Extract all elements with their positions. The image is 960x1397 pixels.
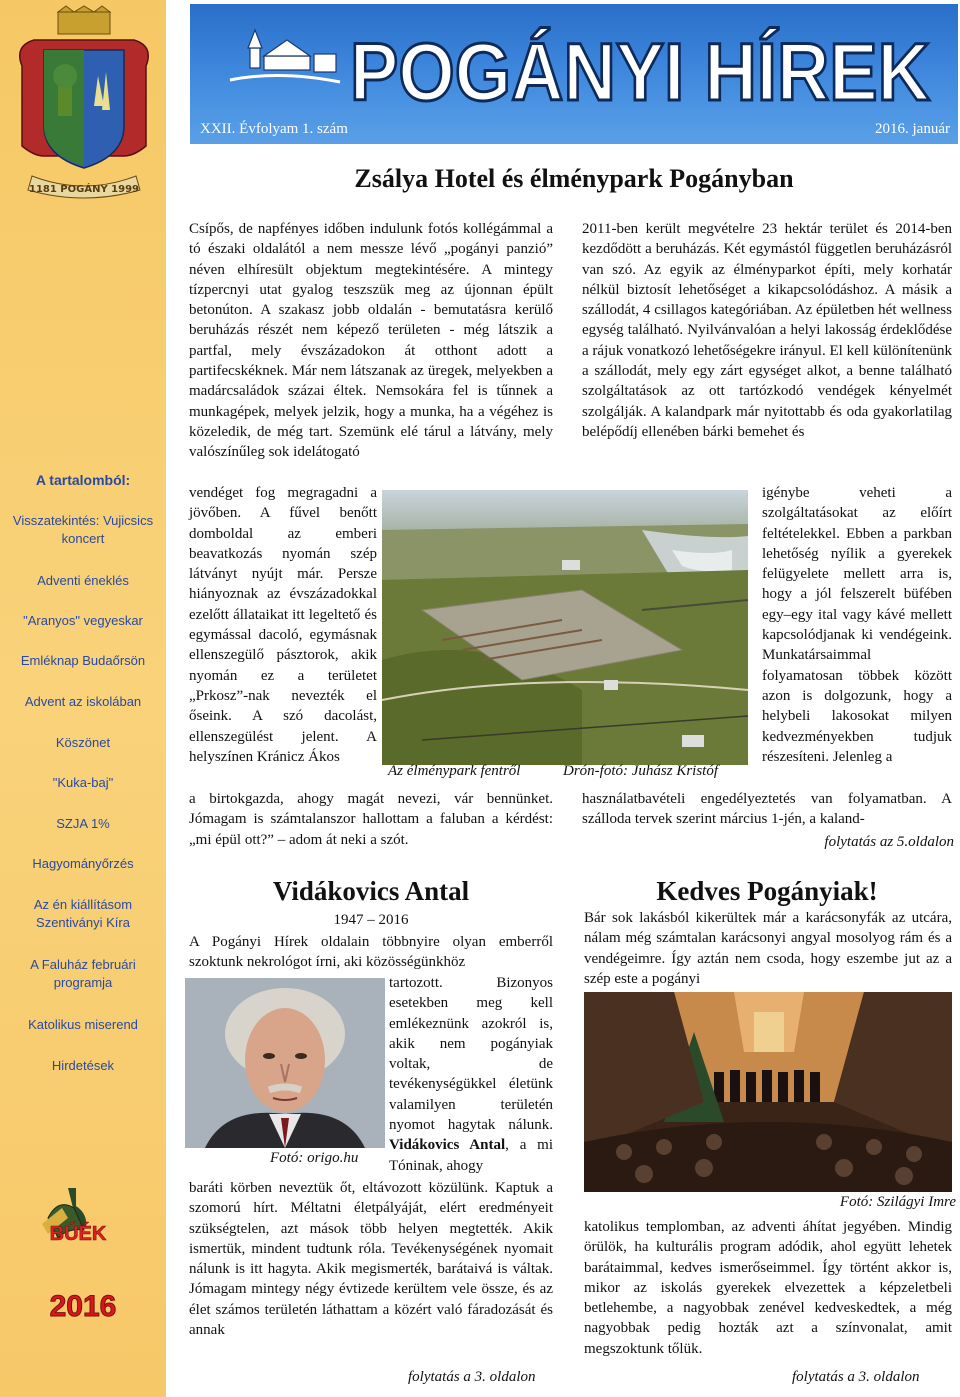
obituary-continuation[interactable]: folytatás a 3. oldalon — [408, 1369, 536, 1385]
aerial-photo-credit: Drón-fotó: Juhász Kristóf — [563, 763, 719, 779]
svg-text:2016: 2016 — [49, 1290, 117, 1323]
toc-item-koszonet[interactable]: Köszönet — [55, 735, 111, 750]
volume-number: XXII. Évfolyam 1. szám — [200, 121, 348, 137]
main-article-right-narrow: igénybe veheti a szolgáltatásokat az előírt feltételekkel. Ebben a parkban lehetőség nyílik a gyerekek felügyelete mellett arra is, hogy a jól felszerelt büfében egy–egy ital vagy kávé mellett kapcsolódjanak ki vendégeink. Munkatársaimmal folyamatosan többek között azon is dolgozunk, hogy a helybeli lakosokat milyen kedvezményekben tudjuk részesíteni. Jelenleg a — [762, 485, 952, 765]
church-photo-credit: Fotó: Szilágyi Imre — [839, 1194, 956, 1210]
obituary-years: 1947 – 2016 — [333, 912, 409, 928]
toc-item-vujicsics[interactable]: Visszatekintés: Vujicsics koncert — [12, 513, 154, 546]
greeting-title: Kedves Pogányiak! — [656, 876, 878, 906]
greeting-continuation[interactable]: folytatás a 3. oldalon — [792, 1369, 920, 1385]
greeting-text-intro: Bár sok lakásból kikerültek már a karácsonyfák az utcára, nálam még számtalan karácsonyi angyal mosolyog rám és a vendégeimre. Így aztán nem csoda, hogy eszembe jut az a szép este a pogányi — [584, 910, 952, 987]
obituary-photo-credit: Fotó: origo.hu — [270, 1150, 359, 1166]
village-crest-icon — [14, 6, 154, 206]
toc-heading: A tartalomból: — [35, 472, 131, 488]
obituary-text-narrow-a: tartozott. Bizonyos esetekben meg kell emlékeznünk azokról is, akik nem pogányiak voltak, de tevékenységükkel életünk valamilyen területén nyomot hagytak nálunk. — [389, 975, 553, 1134]
main-article-title: Zsálya Hotel és élménypark Pogányban — [354, 164, 794, 193]
obituary-text-narrow — [389, 973, 553, 1176]
sidebar — [0, 0, 166, 1397]
toc-item-kiallitas[interactable]: Az én kiállításom Szentiványi Kíra — [33, 897, 133, 930]
newspaper-logo — [220, 10, 940, 120]
main-article-left-top: Csípős, de napfényes időben indulunk fotós kollégámmal a tó északi oldalától a nem messze lévő „pogányi panzió” néven elhíresült objektum megtekintésére. A mintegy tízpercnyi utat gyalog teszszük meg az újonnan épült betonúton. A szakasz jobb oldalán - bemutatásra kerülő beruházás részét nem képező területen - még látszik a partfal, mely évszázadokon át otthont adott a partifecskéknek. Már nem látszanak az üregek, melyekben a madárcsaládok százai éltek. Nemsokára fel is tűnnek a munkagépek, melyek jelzik, hogy a munka, ha a végéhez is közeledik, de még tart. Szemünk elé tárul a látvány, mely valószínűleg sok idelátogató — [189, 221, 553, 461]
obituary-title: Vidákovics Antal — [272, 876, 470, 906]
svg-text:1181 POGÁNY 1999: 1181 POGÁNY 1999 — [28, 184, 140, 195]
issue-date: 2016. január — [875, 121, 950, 137]
svg-text:BÚÉK: BÚÉK — [49, 1223, 107, 1245]
svg-text:POGÁNYI HÍREK: POGÁNYI HÍREK — [350, 27, 930, 118]
aerial-photo — [382, 490, 748, 765]
toc-item-advent-iskola[interactable]: Advent az iskolában — [24, 694, 142, 709]
masthead — [190, 4, 958, 144]
obituary-bold-name: Vidákovics Antal — [389, 1137, 506, 1154]
toc-item-adventi-enekles[interactable]: Adventi éneklés — [37, 573, 129, 588]
toc-item-hirdetesek[interactable]: Hirdetések — [51, 1058, 115, 1073]
toc-item-hagyomanyorzes[interactable]: Hagyományőrzés — [32, 856, 134, 871]
toc-item-aranyos[interactable]: "Aranyos" vegyeskar — [23, 613, 143, 628]
toc-item-emleknap[interactable]: Emléknap Budaőrsön — [20, 653, 146, 668]
toc-item-faluhaz[interactable]: A Faluház februári programja — [30, 957, 136, 990]
main-article-right-bottom: használatbavételi engedélyeztetés van folyamatban. A szálloda tervek szerint március 1-jén, a kaland- — [582, 791, 952, 828]
obituary-text-intro: A Pogányi Hírek oldalain többnyire olyan emberről szoktunk nekrológot írni, aki közösségünkhöz — [189, 934, 553, 971]
greeting-text-body: katolikus templomban, az adventi áhítat jegyében. Mindig örülök, ha kulturális program adódik, ahol együtt lehetek barátaimmal, kedves ismerőseimmel. Így történt akkor is, mikor az iskolás gyerekek elvezettek a képzeletbeli betlehembe, a nagyobbak zenével kedveskedtek, a még nagyobbak pedig hozták azt a színvonalat, amit megszoktunk tőlük. — [584, 1219, 952, 1357]
aerial-photo-caption: Az élménypark fentről — [388, 763, 521, 779]
main-article-continuation[interactable]: folytatás az 5.oldalon — [824, 834, 954, 850]
main-article-left-bottom: a birtokgazda, ahogy magát nevezi, vár bennünket. Jómagam is számtalanszor hallottam a faluban a kérdést: „mi épül ott?” – adom át neki a szót. — [189, 791, 553, 848]
toc-item-szja[interactable]: SZJA 1% — [56, 816, 110, 831]
new-year-greeting-icon — [28, 1188, 138, 1328]
obituary-portrait-photo — [185, 978, 385, 1148]
obituary-text-narrow-b: , a mi Tóninak, ahogy — [389, 1137, 553, 1174]
toc-item-kuka-baj[interactable]: "Kuka-baj" — [52, 775, 114, 790]
church-concert-photo — [584, 992, 952, 1192]
main-article-left-narrow: vendéget fog megragadni a jövőben. A fűvel benőtt domboldal az emberi beavatkozás nyomán szép látványt nyújt már. Persze hiányoznak az évszázadokkal ezelőtt állataikat itt legeltető és egymással dacoló, egymásnak ellenszegülő pásztorok, akik nyomán ez a területet „Prkosz”-nak nevezték el őseink. A szó dacolást, ellenszegülést jelent. A helyszínen Kránicz Ákos — [189, 485, 377, 765]
obituary-text-body: baráti körben neveztük őt, eltávozott közülünk. Kaptuk a szomorú hírt. Méltatni életpályáját, elért eredményeit szükségtelen, azt mások több helyen megtették. Akik ismertük, mindent tudtunk róla. Tevékenységének nyomait nálunk is itt hagyta. Akik megismerték, barátaivá is váltak. Jómagam mintegy négy évtizede kerültem vele össze, és az élet számos területén láthattam a közért való fáradozását és annak — [189, 1180, 553, 1339]
main-article-right-top: 2011-ben került megvételre 23 hektár terület és 2014-ben kezdődött a beruházás. Két egymástól független beruházásról van szó. Az egyik az élményparkot építi, mely korhatár nélkül biztosít lehetőséget a kikapcsolódáshoz. A másik a szállodát, 4 csillagos kategóriában. Az épületben hét wellness egység található. Nyilvánvalóan a helyi lakosság érdeklődése a rájuk vonatkozó lehetőségekre irányul. El kell különítenünk a szállodát, mely egy zárt egységet alkot, a benne található szolgáltatások az ott tartózkodó vendégek kényelmét szolgálják. A kalandpark már nyitottabb és oda gyakorlatilag belépődíj ellenében bárki bemehet és — [582, 221, 952, 440]
toc-item-miserend[interactable]: Katolikus miserend — [28, 1017, 138, 1032]
